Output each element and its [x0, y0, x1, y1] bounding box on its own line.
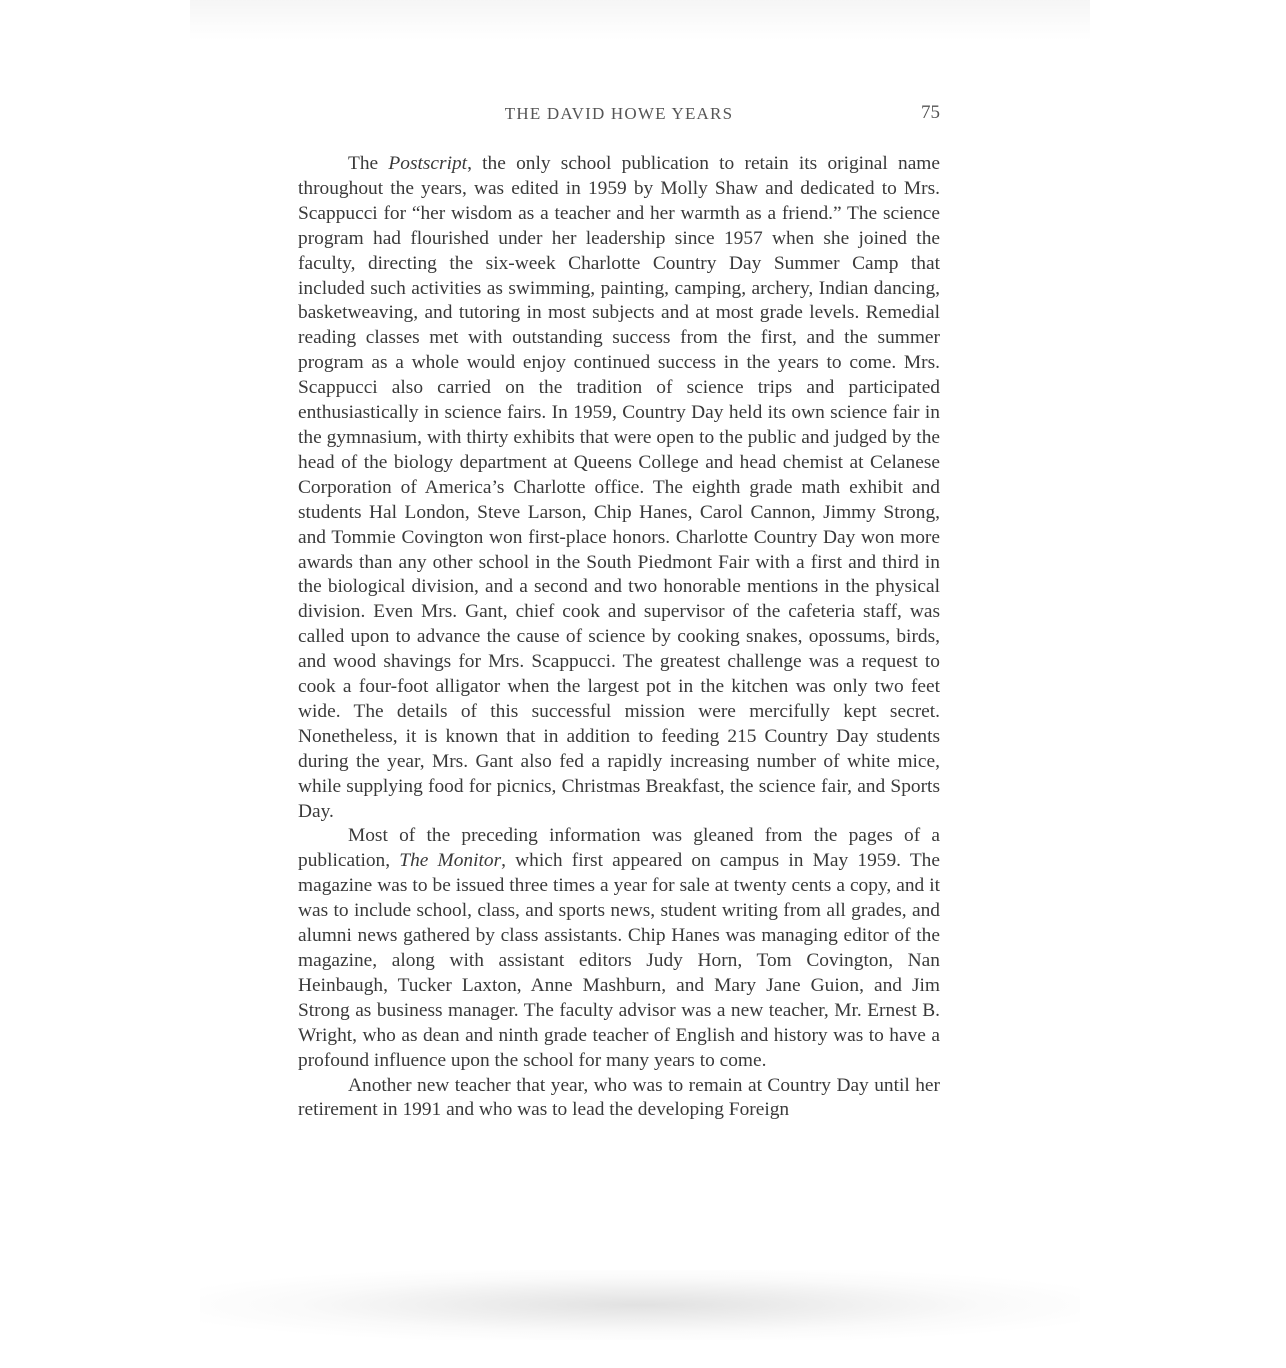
publication-title-monitor: The Monitor	[399, 850, 502, 872]
paragraph-lead: Another new teacher that year, who was to remain at Country Day until her retirement in 1991 and who was to lead the developing Foreign	[298, 1074, 940, 1121]
book-page	[298, 100, 940, 1123]
page-number: 75	[921, 102, 940, 123]
running-head	[298, 100, 940, 132]
paragraph-lead: The	[348, 153, 389, 174]
scan-shadow-top	[190, 0, 1090, 40]
paragraph-new-teacher	[298, 1074, 940, 1124]
paragraph-monitor	[298, 824, 940, 1073]
chapter-title: THE DAVID HOWE YEARS	[504, 104, 734, 123]
paragraph-rest: , which first appeared on campus in May 1959. The magazine was to be issued three times a year for sale at twenty cents a copy, and it was to include school, class, and sports news, student writing from all grades, and alumni news gathered by class assistants. Chip Hanes was managing editor of the magazine, along with assistant editors Judy Horn, Tom Covington, Nan Heinbaugh, Tucker Laxton, Anne Mashburn, and Mary Jane Guion, and Jim Strong as business manager. The faculty advisor was a new teacher, Mr. Ernest B. Wright, who as dean and ninth grade teacher of English and history was to have a profound influence upon the school for many years to come.	[298, 850, 940, 1071]
scan-shadow-bottom	[200, 1270, 1080, 1340]
paragraph-postscript	[298, 152, 940, 824]
paragraph-rest: , the only school publication to retain its original name throughout the years, was edited in 1959 by Molly Shaw and dedicated to Mrs. Scappucci for “her wisdom as a teacher and her warmth as a friend.” The science program had flourished under her leadership since 1957 when she joined the faculty, directing the six-week Charlotte Country Day Summer Camp that included such activities as swimming, painting, camping, archery, Indian dancing, basketweaving, and tutoring in most subjects and at most grade levels. Remedial reading classes met with outstanding success from the first, and the summer program as a whole would enjoy continued success in the years to come. Mrs. Scappucci also carried on the tradition of science trips and participated enthusiastically in science fairs. In 1959, Country Day held its own science fair in the gymnasium, with thirty exhibits that were open to the public and judged by the head of the biology department at Queens College and head chemist at Celanese Corporation of America’s Charlotte office. The eighth grade math exhibit and students Hal London, Steve Larson, Chip Hanes, Carol Cannon, Jimmy Strong, and Tommie Covington won first-place honors. Charlotte Country Day won more awards than any other school in the South Piedmont Fair with a first and third in the biological division, and a second and two honorable mentions in the physical division. Even Mrs. Gant, chief cook and supervisor of the cafeteria staff, was called upon to advance the cause of science by cooking snakes, opossums, birds, and wood shavings for Mrs. Scappucci. The greatest challenge was a request to cook a four-foot alligator when the largest pot in the kitchen was only two feet wide. The details of this successful mission were mercifully kept secret. Nonetheless, it is known that in addition to feeding 215 Country Day students during the year, Mrs. Gant also fed a rapidly increasing number of white mice, while supplying food for picnics, Christmas Breakfast, the science fair, and Sports Day.	[298, 153, 940, 822]
body-text	[298, 152, 940, 1123]
paragraph-lead: Most of the preceding information was gleaned from the pages of a publication,	[298, 825, 940, 872]
publication-title-postscript: Postscript	[388, 153, 468, 174]
